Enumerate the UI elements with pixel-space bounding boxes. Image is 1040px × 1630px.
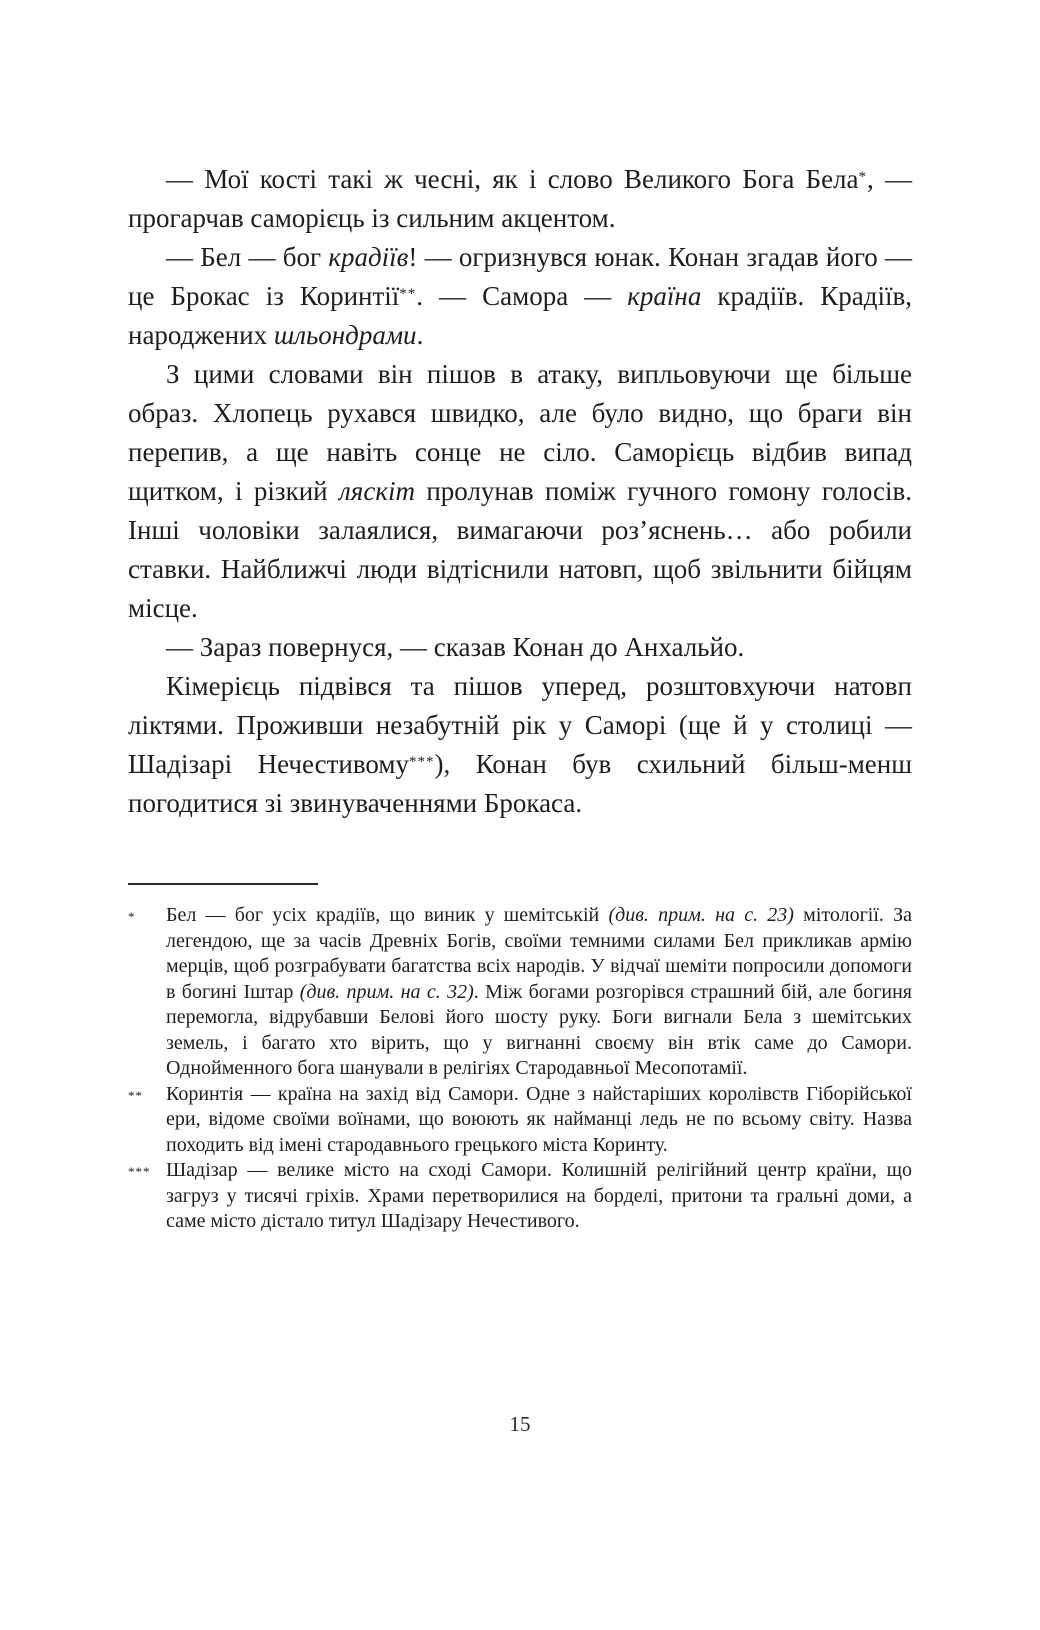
text-segment: ! — огризнувся юнак. Конан згадав його — це Брокас із Коринтії xyxy=(128,242,912,311)
text-segment-italic: країна xyxy=(627,281,702,311)
footnote-text-segment: Шадізар — велике місто на сході Самори. Колишній релігійний центр країни, що загруз у тисячі гріхів. Храми перетворилися на борделі, притони та гральні доми, а саме місто дістало титул Шадізару Нечестивого. xyxy=(166,1159,912,1232)
footnote-ref: *** xyxy=(409,754,435,770)
footnote-marker: ** xyxy=(128,1087,143,1103)
paragraph xyxy=(128,160,912,238)
page-number: 15 xyxy=(509,1412,531,1436)
paragraph xyxy=(128,355,912,628)
text-segment: Кімерієць підвівся та пішов уперед, розштовхуючи натовп ліктями. Проживши незабутній рік у Саморі (ще й у столиці — Шадізарі Нечестивому xyxy=(128,671,912,779)
footnote-text-segment-italic: (див. прим. на с. 23) xyxy=(608,904,794,926)
paragraph xyxy=(128,667,912,823)
text-segment: . — Самора — xyxy=(416,281,628,311)
text-segment-italic: крадіїв xyxy=(328,242,409,272)
text-segment-italic: ляскіт xyxy=(339,476,415,506)
paragraph xyxy=(128,628,912,667)
paragraph xyxy=(128,238,912,355)
footnote xyxy=(128,1082,912,1159)
footnote-ref: ** xyxy=(399,286,417,302)
text-segment: — Бел — бог xyxy=(166,242,329,272)
footnote-separator xyxy=(128,883,318,885)
text-segment-italic: шльондрами xyxy=(273,320,417,350)
footnote-text-segment: . Між богами розгорівся страшний бій, але богиня перемогла, відрубавши Белові його шосту руку. Боги вигнали Бела з шемітських земель, і багато хто вірить, що у вигнанні своєму він втік саме до Самори. Однойменного бога шанували в релігіях Стародавньої Месопотамії. xyxy=(166,980,913,1079)
footnote-text-segment-italic: (див. прим. на с. 32) xyxy=(299,980,474,1003)
text-segment: — Зараз повернуся, — сказав Конан до Анхальйо. xyxy=(166,632,745,662)
page-content xyxy=(128,160,912,1235)
footnote xyxy=(128,903,912,1082)
text-segment: ), Конан був схильний більш-менш погодитися зі звинуваченнями Брокаса. xyxy=(128,749,913,818)
footnotes-section xyxy=(128,903,912,1235)
text-segment: — Мої кості такі ж чесні, як і слово Великого Бога Бела xyxy=(166,164,859,194)
text-segment: З цими словами він пішов в атаку, випльовуючи ще більше образ. Хлопець рухався швидко, але було видно, що браги він перепив, а ще навіть сонце не сіло. Саморієць відбив випад щитком, і різкий xyxy=(128,359,912,506)
footnote-marker: * xyxy=(128,909,136,924)
footnote xyxy=(128,1158,912,1235)
footnote-marker: *** xyxy=(128,1164,151,1179)
footnote-ref: * xyxy=(858,169,868,185)
text-segment: , — прогарчав саморієць із сильним акцентом. xyxy=(128,164,912,233)
text-segment: пролунав поміж гучного гомону голосів. Інші чоловіки залаялися, вимагаючи роз’яснень… або робили ставки. Найближчі люди відтіснили натовп, щоб звільнити бійцям місце. xyxy=(128,476,913,623)
footnote-text-segment: мітології. За легендою, ще за часів Древніх Богів, своїми темними силами Бел прикликав армію мерців, щоб розграбувати багатства всіх народів. У відчаї шеміти попросили допомоги в богині Іштар xyxy=(166,904,912,1003)
body-text xyxy=(128,160,912,823)
text-segment: крадіїв. Крадіїв, народжених xyxy=(128,281,912,350)
text-segment: . xyxy=(416,320,424,350)
footnote-text-segment: Коринтія — країна на захід від Самори. Одне з найстаріших королівств Гіборійської ери, відоме своїми воїнами, що воюють як найманці ледь не по всьому світу. Назва походить від імені стародавнього грецького міста Коринту. xyxy=(166,1082,912,1156)
footnote-text-segment: Бел — бог усіх крадіїв, що виник у шемітській xyxy=(166,904,609,926)
